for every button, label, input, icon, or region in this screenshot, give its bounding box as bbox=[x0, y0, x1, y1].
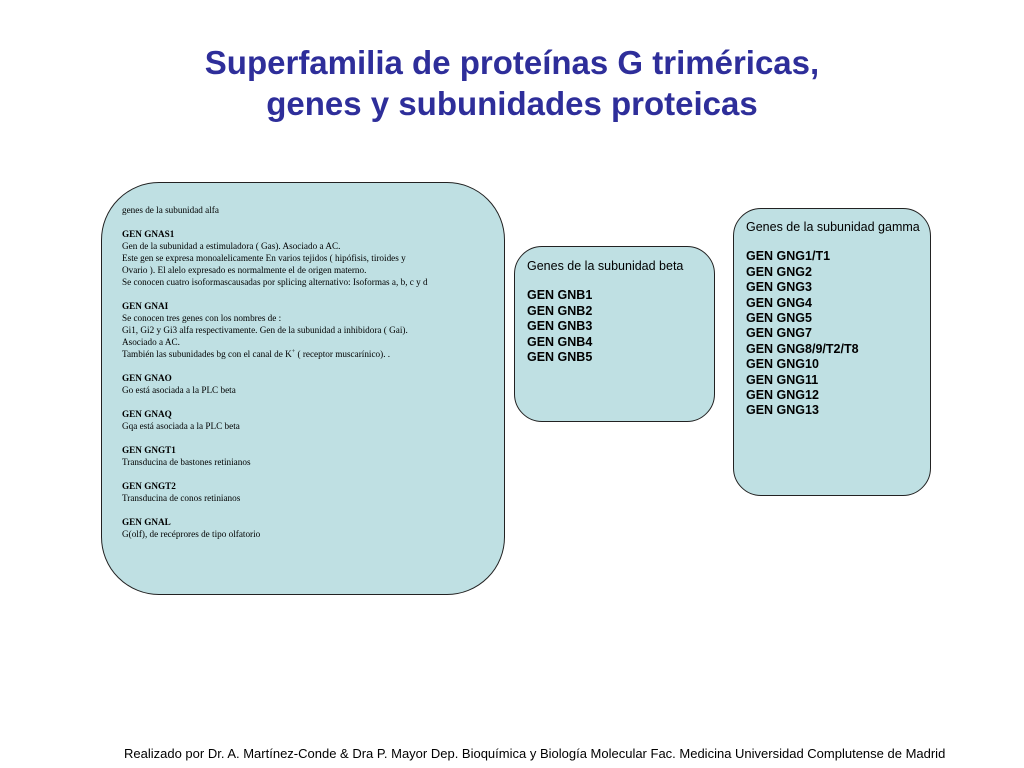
beta-gene: GEN GNB4 bbox=[527, 334, 593, 349]
gnai-last-sup: + bbox=[291, 348, 296, 355]
gamma-gene: GEN GNG5 bbox=[746, 311, 812, 326]
gamma-gene: GEN GNG7 bbox=[746, 326, 812, 341]
gnas1-line: Se conocen cuatro isoformascausadas por splicing alternativo: Isoformas a, b, c y d bbox=[122, 277, 428, 287]
gamma-gene: GEN GNG2 bbox=[746, 264, 812, 279]
gamma-gene: GEN GNG13 bbox=[746, 403, 819, 418]
gamma-gene: GEN GNG10 bbox=[746, 357, 819, 372]
gngt1-name: GEN GNGT1 bbox=[122, 445, 176, 455]
gnaq-desc: Gqa está asociada a la PLC beta bbox=[122, 421, 240, 431]
beta-heading: Genes de la subunidad beta bbox=[527, 259, 684, 273]
slide-title bbox=[0, 42, 1024, 124]
gnai-name: GEN GNAI bbox=[122, 301, 169, 311]
gnai-line: Gi1, Gi2 y Gi3 alfa respectivamente. Gen de la subunidad a inhibidora ( Gai). bbox=[122, 325, 408, 335]
gnai-line: Asociado a AC. bbox=[122, 337, 180, 347]
beta-subunit-box bbox=[514, 246, 715, 422]
gnaq-name: GEN GNAQ bbox=[122, 409, 172, 419]
gamma-gene: GEN GNG4 bbox=[746, 295, 812, 310]
gamma-gene: GEN GNG8/9/T2/T8 bbox=[746, 341, 859, 356]
gnas1-line: Ovario ). El alelo expresado es normalmente el de origen materno. bbox=[122, 265, 367, 275]
alpha-subunit-box bbox=[101, 182, 505, 595]
gngt2-desc: Transducina de conos retinianos bbox=[122, 493, 241, 503]
beta-gene: GEN GNB5 bbox=[527, 350, 593, 365]
gnao-desc: Go está asociada a la PLC beta bbox=[122, 385, 236, 395]
gamma-gene: GEN GNG3 bbox=[746, 280, 812, 295]
gnai-line: Se conocen tres genes con los nombres de : bbox=[122, 313, 282, 323]
gnao-name: GEN GNAO bbox=[122, 373, 172, 383]
gngt2-name: GEN GNGT2 bbox=[122, 481, 176, 491]
gnas1-line: Este gen se expresa monoalelicamente En varios tejidos ( hipófisis, tiroides y bbox=[122, 253, 406, 263]
gnal-name: GEN GNAL bbox=[122, 517, 171, 527]
gamma-gene: GEN GNG11 bbox=[746, 372, 819, 387]
alpha-heading: genes de la subunidad alfa bbox=[122, 205, 219, 215]
beta-gene: GEN GNB1 bbox=[527, 288, 593, 303]
title-line-2: genes y subunidades proteicas bbox=[266, 85, 758, 122]
beta-gene: GEN GNB2 bbox=[527, 303, 593, 318]
gnai-last-after: ( receptor muscarínico). . bbox=[295, 349, 391, 359]
gamma-gene: GEN GNG1/T1 bbox=[746, 249, 831, 264]
gamma-gene: GEN GNG12 bbox=[746, 388, 819, 403]
gnas1-name: GEN GNAS1 bbox=[122, 229, 175, 239]
gnal-desc: G(olf), de recéprores de tipo olfatorio bbox=[122, 529, 261, 539]
alpha-content bbox=[122, 204, 492, 540]
gamma-heading: Genes de la subunidad gamma bbox=[746, 220, 920, 234]
gamma-content bbox=[746, 220, 920, 419]
beta-gene: GEN GNB3 bbox=[527, 319, 593, 334]
gnas1-line: Gen de la subunidad a estimuladora ( Gas). Asociado a AC. bbox=[122, 241, 341, 251]
title-line-1: Superfamilia de proteínas G triméricas, bbox=[204, 44, 820, 81]
gamma-subunit-box bbox=[733, 208, 931, 496]
gngt1-desc: Transducina de bastones retinianos bbox=[122, 457, 251, 467]
gnai-line-last bbox=[122, 348, 492, 360]
credits-footer: Realizado por Dr. A. Martínez-Conde & Dra P. Mayor Dep. Bioquímica y Biología Molecular Fac. Medicina Universidad Complutense de Madrid bbox=[124, 746, 946, 761]
beta-content bbox=[527, 259, 683, 365]
gnai-last-before: También las subunidades bg con el canal de K bbox=[122, 349, 292, 359]
